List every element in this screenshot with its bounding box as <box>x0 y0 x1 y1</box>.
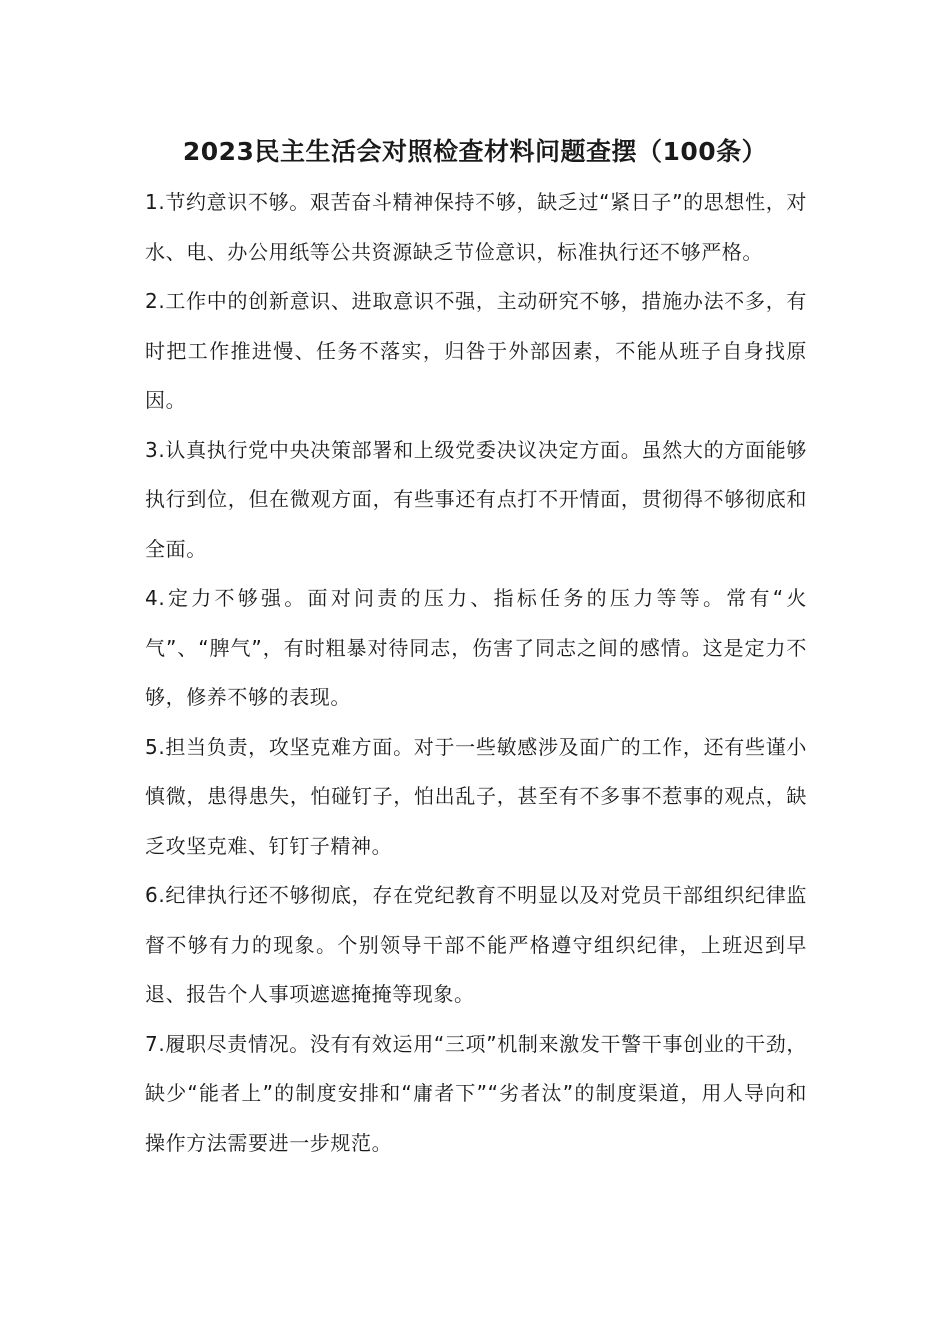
list-item: 6.纪律执行还不够彻底，存在党纪教育不明显以及对党员干部组织纪律监督不够有力的现象。个别领导干部不能严格遵守组织纪律，上班迟到早退、报告个人事项遮遮掩掩等现象。 <box>145 883 807 1006</box>
list-item: 5.担当负责，攻坚克难方面。对于一些敏感涉及面广的工作，还有些谨小慎微，患得患失，怕碰钉子，怕出乱子，甚至有不多事不惹事的观点，缺乏攻坚克难、钉钉子精神。 <box>145 734 807 858</box>
problem-list <box>145 178 807 1168</box>
list-item: 2.工作中的创新意识、进取意识不强，主动研究不够，措施办法不多，有时把工作推进慢、任务不落实，归咎于外部因素，不能从班子自身找原因。 <box>145 289 807 412</box>
list-item: 7.履职尽责情况。没有有效运用“三项”机制来激发干警干事创业的干劲，缺少“能者上”的制度安排和“庸者下”“劣者汰”的制度渠道，用人导向和操作方法需要进一步规范。 <box>145 1031 807 1155</box>
document-title: 2023民主生活会对照检查材料问题查摆（100条） <box>182 137 768 166</box>
list-item: 4.定力不够强。面对问责的压力、指标任务的压力等等。常有“火气”、“脾气”，有时粗暴对待同志，伤害了同志之间的感情。这是定力不够，修养不够的表现。 <box>145 586 807 709</box>
list-item: 3.认真执行党中央决策部署和上级党委决议决定方面。虽然大的方面能够执行到位，但在微观方面，有些事还有点打不开情面，贯彻得不够彻底和全面。 <box>145 437 807 561</box>
list-item: 1.节约意识不够。艰苦奋斗精神保持不够，缺乏过“紧日子”的思想性，对水、电、办公用纸等公共资源缺乏节俭意识，标准执行还不够严格。 <box>145 190 807 264</box>
